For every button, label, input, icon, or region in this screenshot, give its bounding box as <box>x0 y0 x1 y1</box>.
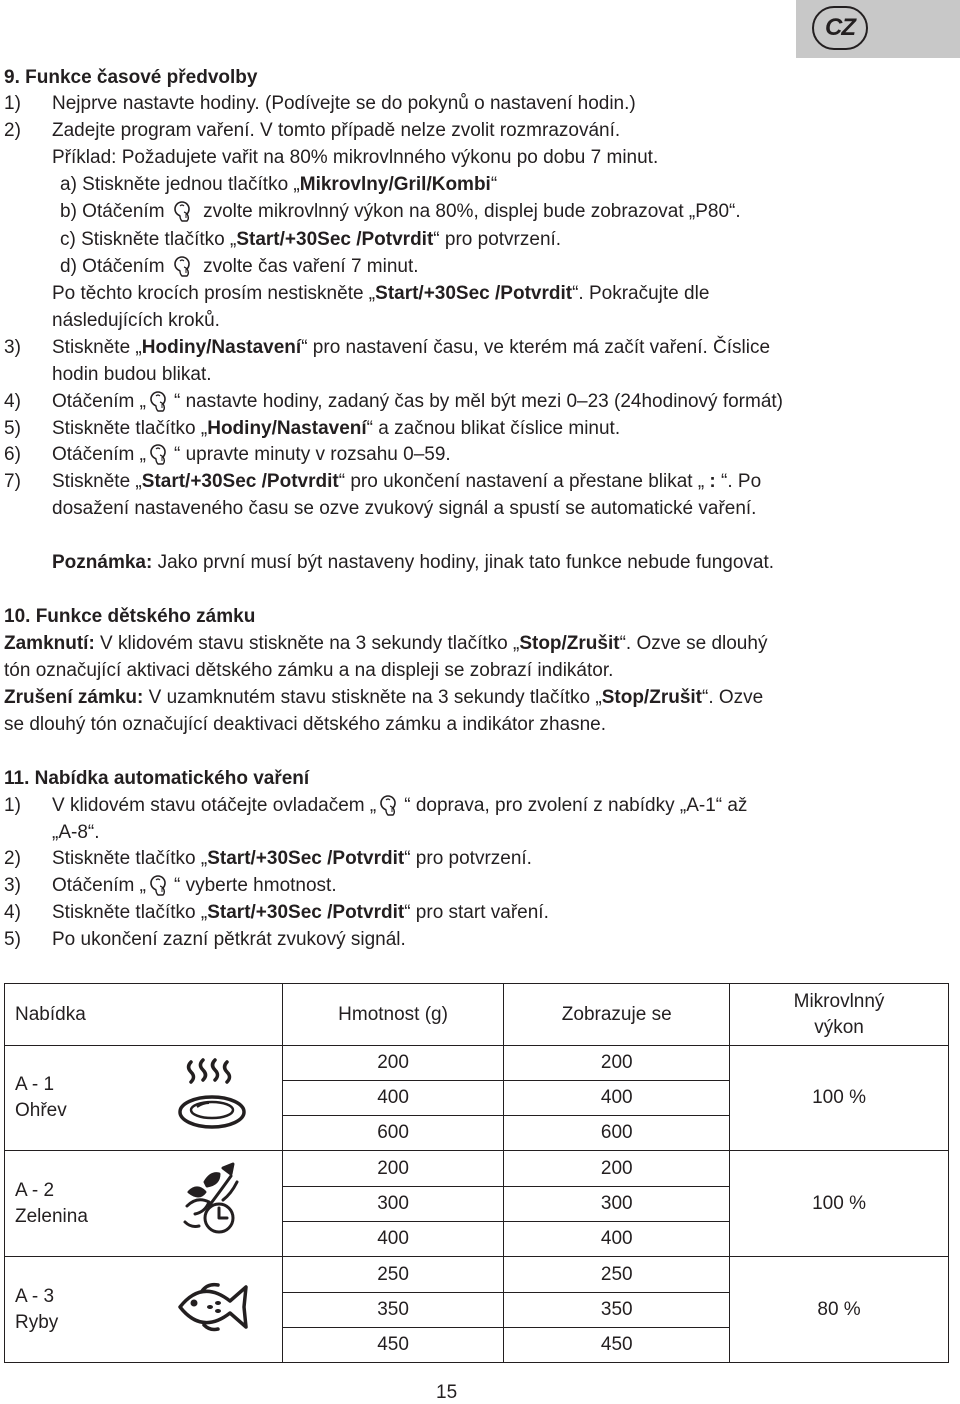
power-cell-a2: 100 % <box>730 1151 949 1257</box>
s9-step-3: Stiskněte „Hodiny/Nastavení“ pro nastavení času, ve kterém má začít vaření. Číslice <box>52 337 771 358</box>
header-weight: Hmotnost (g) <box>282 984 504 1046</box>
dial-knob-icon <box>148 874 172 896</box>
page-number: 15 <box>436 1382 458 1403</box>
s9-after-steps: Po těchto krocích prosím nestiskněte „Start/+30Sec /Potvrdit“. Pokračujte dle <box>52 283 710 304</box>
s9-sub-c: c) Stiskněte tlačítko „Start/+30Sec /Potvrdit“ pro potvrzení. <box>60 229 562 250</box>
display-cell: 450 <box>504 1328 730 1363</box>
auto-cook-menu-table <box>4 983 949 1363</box>
weight-cell: 400 <box>282 1222 504 1257</box>
s9-after-steps-cont: následujících kroků. <box>52 310 220 331</box>
s9-step-2-num: 2) <box>4 120 21 141</box>
display-cell: 350 <box>504 1293 730 1328</box>
s9-step-7-num: 7) <box>4 471 21 492</box>
s9-step-2: Zadejte program vaření. V tomto případě nelze zvolit rozmrazování. <box>52 120 621 141</box>
s11-step-1-cont: „A-8“. <box>52 822 100 843</box>
s9-step-5: Stiskněte tlačítko „Hodiny/Nastavení“ a začnou blikat číslice minut. <box>52 418 621 439</box>
s11-step-4: Stiskněte tlačítko „Start/+30Sec /Potvrdit“ pro start vaření. <box>52 902 549 923</box>
table-header-row <box>5 984 949 1046</box>
s11-step-2-num: 2) <box>4 848 21 869</box>
header-power: Mikrovlnný výkon <box>730 984 949 1046</box>
s9-step-5-num: 5) <box>4 418 21 439</box>
s9-step-3-cont: hodin budou blikat. <box>52 364 212 385</box>
dial-knob-icon <box>172 255 196 277</box>
display-cell: 600 <box>504 1116 730 1151</box>
display-cell: 400 <box>504 1222 730 1257</box>
s9-example: Příklad: Požadujete vařit na 80% mikrovlnného výkonu po dobu 7 minut. <box>52 147 659 168</box>
weight-cell: 250 <box>282 1257 504 1293</box>
reheat-dish-icon <box>145 1046 282 1151</box>
s9-step-6: Otáčením „ “ upravte minuty v rozsahu 0–59. <box>52 444 451 465</box>
header-display: Zobrazuje se <box>504 984 730 1046</box>
s9-sub-b: b) Otáčením zvolte mikrovlnný výkon na 80%, displej bude zobrazovat „P80“. <box>60 201 741 222</box>
menu-code-a3: A - 3 Ryby <box>5 1257 146 1363</box>
s9-step-3-num: 3) <box>4 337 21 358</box>
dial-knob-icon <box>378 794 402 816</box>
display-cell: 300 <box>504 1187 730 1222</box>
s10-unlock-cont: se dlouhý tón označující deaktivaci dětského zámku a indikátor zhasne. <box>4 714 607 735</box>
display-cell: 200 <box>504 1151 730 1187</box>
weight-cell: 400 <box>282 1081 504 1116</box>
s11-step-1: V klidovém stavu otáčejte ovladačem „ “ doprava, pro zvolení z nabídky „A-1“ až <box>52 795 748 816</box>
menu-code-a1: A - 1 Ohřev <box>5 1046 146 1151</box>
s9-step-7-cont: dosažení nastaveného času se ozve zvukový signál a spustí se automatické vaření. <box>52 498 757 519</box>
section-9-title: 9. Funkce časové předvolby <box>4 67 258 88</box>
table-row <box>5 1046 949 1081</box>
s10-unlock: Zrušení zámku: V uzamknutém stavu stiskněte na 3 sekundy tlačítko „Stop/Zrušit“. Ozve <box>4 687 764 708</box>
display-cell: 400 <box>504 1081 730 1116</box>
dial-knob-icon <box>148 390 172 412</box>
s11-step-2: Stiskněte tlačítko „Start/+30Sec /Potvrdit“ pro potvrzení. <box>52 848 532 869</box>
s9-step-7: Stiskněte „Start/+30Sec /Potvrdit“ pro ukončení nastavení a přestane blikat „ : “. Po <box>52 471 762 492</box>
weight-cell: 200 <box>282 1046 504 1081</box>
vegetables-icon <box>145 1151 282 1257</box>
s9-step-4: Otáčením „ “ nastavte hodiny, zadaný čas by měl být mezi 0–23 (24hodinový formát) <box>52 391 783 412</box>
dial-knob-icon <box>148 443 172 465</box>
table-row <box>5 1151 949 1187</box>
s11-step-1-num: 1) <box>4 795 21 816</box>
header-menu: Nabídka <box>5 984 283 1046</box>
power-cell-a3: 80 % <box>730 1257 949 1363</box>
table-row <box>5 1257 949 1293</box>
s9-step-1: Nejprve nastavte hodiny. (Podívejte se do pokynů o nastavení hodin.) <box>52 93 636 114</box>
weight-cell: 300 <box>282 1187 504 1222</box>
menu-code-a2: A - 2 Zelenina <box>5 1151 146 1257</box>
display-cell: 200 <box>504 1046 730 1081</box>
s9-sub-d: d) Otáčením zvolte čas vaření 7 minut. <box>60 256 419 277</box>
s9-sub-a: a) Stiskněte jednou tlačítko „Mikrovlny/Gril/Kombi“ <box>60 174 498 195</box>
language-code: CZ <box>812 6 868 50</box>
display-cell: 250 <box>504 1257 730 1293</box>
s9-step-4-num: 4) <box>4 391 21 412</box>
weight-cell: 450 <box>282 1328 504 1363</box>
s9-step-6-num: 6) <box>4 444 21 465</box>
s10-lock: Zamknutí: V klidovém stavu stiskněte na 3 sekundy tlačítko „Stop/Zrušit“. Ozve se dlouhý <box>4 633 768 654</box>
dial-knob-icon <box>172 200 196 222</box>
weight-cell: 600 <box>282 1116 504 1151</box>
s10-lock-cont: tón označující aktivaci dětského zámku a na displeji se zobrazí indikátor. <box>4 660 614 681</box>
s11-step-3: Otáčením „ “ vyberte hmotnost. <box>52 875 337 896</box>
power-cell-a1: 100 % <box>730 1046 949 1151</box>
weight-cell: 350 <box>282 1293 504 1328</box>
s11-step-5: Po ukončení zazní pětkrát zvukový signál. <box>52 929 406 950</box>
s9-step-1-num: 1) <box>4 93 21 114</box>
s9-note: Poznámka: Jako první musí být nastaveny hodiny, jinak tato funkce nebude fungovat. <box>52 552 775 573</box>
weight-cell: 200 <box>282 1151 504 1187</box>
s11-step-5-num: 5) <box>4 929 21 950</box>
section-11-title: 11. Nabídka automatického vaření <box>4 768 310 789</box>
s11-step-3-num: 3) <box>4 875 21 896</box>
s11-step-4-num: 4) <box>4 902 21 923</box>
section-10-title: 10. Funkce dětského zámku <box>4 606 256 627</box>
fish-icon <box>145 1257 282 1363</box>
language-badge <box>796 0 960 58</box>
